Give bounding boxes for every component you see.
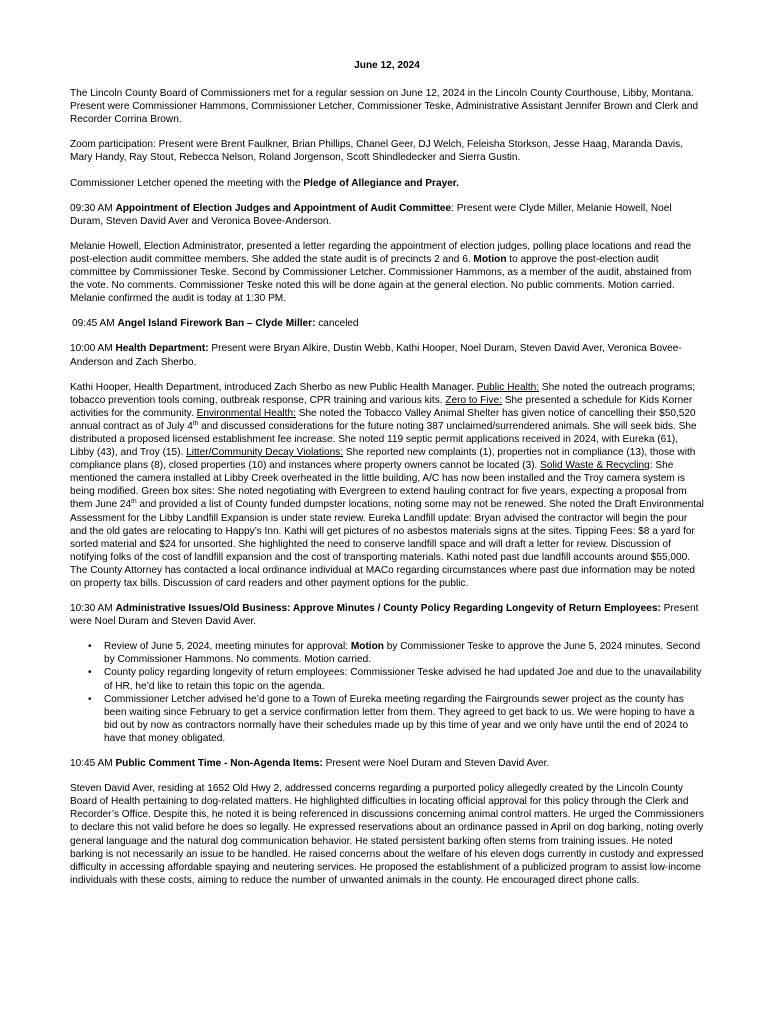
firework-title: Angel Island Firework Ban – Clyde Miller: <box>117 318 316 330</box>
superscript-th: th <box>192 419 199 427</box>
list-item: • Commissioner Letcher advised he’d gone to a Town of Eureka meeting regarding the Fairgrounds sewer project as the county has been waiting since February to get a service confirmation letter from them. They agreed to get back to us. We were hoping to have a bid out by now as contractors normally have their schedules made up by this time of year and we only have until the end of 2024 to have that money obligated. <box>104 693 704 745</box>
admin-list <box>70 640 704 745</box>
health-text-8: and provided a list of County funded dumpster locations, noting some may not be renewed. She noted the Draft Environmental Assessment for the Libby Landfill Expansion is under state review. Eureka Landfill update: Bryan advised the contractor will begin the pour and the old gates are relocating to Happy’s Inn. Kathi will get pictures of no asbestos materials signs at the sites. Tipping Fees: $8 a yard for sorted material and $24 for unsorted. She highlighted the need to conserve landfill space and will draft a letter for review. Discussion of notifying folks of the cost of landfill expansion and the cost of transporting materials. Kathi noted past due landfill accounts around $55,000. The County Attorney has contacted a local ordinance individual at MACo regarding circumstances where past due information may be noted on property tax bills. Discussion of card readers and other payment options for the public. <box>70 499 704 589</box>
firework-status: canceled <box>315 318 359 330</box>
admin-heading <box>70 602 704 628</box>
election-title: Appointment of Election Judges and Appointment of Audit Committee <box>115 202 452 214</box>
election-motion: Motion <box>473 253 507 265</box>
firework-heading <box>72 317 704 330</box>
health-text-6: She reported new complaints (1), properties not in compliance (13), those with compliance plans (8), closed properties (10) and instances where property owners cannot be located (3). <box>70 447 696 472</box>
admin-title: Administrative Issues/Old Business: Approve Minutes / County Policy Regarding Longevity of Return Employees: <box>115 603 661 615</box>
public-comment-body: Steven David Aver, residing at 1652 Old Hwy 2, addressed concerns regarding a purported policy allegedly created by the Lincoln County Board of Health pertaining to dog-related matters. He highlighted difficulties in locating official approval for this policy through the Clerk and Recorder’s Office. Despite this, he noted it is being referenced in discussions concerning animal control matters. He urged the Commissioners to declare this not valid before he does so legally. He expressed reservations about an ordinance passed in April on dog barking, noting overly general language and the natural dog communication behavior. He stated persistent barking often stems from training issues. He noted barking is not necessarily an issue to be handled. He raised concerns about the welfare of his eleven dogs currently in custody and expressed difficulty in accessing affordable spaying and neutering services. He proposed the establishment of a publicized program to assist low-income individuals with these costs, aiming to reduce the number of unwanted animals in the county. He encouraged direct phone calls. <box>70 783 704 886</box>
bullet1-motion: Motion <box>350 641 384 653</box>
bullet1-text-b: by Commissioner Teske to approve the June 5, 2024 minutes. Second by Commissioner Hammons. No comments. Motion carried. <box>104 641 701 666</box>
environmental-health-label: Environmental Health: <box>196 407 296 419</box>
election-time: 09:30 AM <box>70 202 116 214</box>
bullet1-text-a: Review of June 5, 2024, meeting minutes for approval: <box>104 641 351 653</box>
public-health-label: Public Health: <box>476 381 540 393</box>
health-title: Health Department: <box>115 343 209 355</box>
pledge-bold: Pledge of Allegiance and Prayer. <box>303 177 459 189</box>
health-text-1: Kathi Hooper, Health Department, introduced Zach Sherbo as new Public Health Manager. <box>70 381 477 393</box>
litter-label: Litter/Community Decay Violations: <box>186 447 344 459</box>
health-present: Present were Bryan Alkire, Dustin Webb, Kathi Hooper, Noel Duram, Steven David Aver, Veronica Bovee-Anderson and Zach Sherbo. <box>70 343 682 368</box>
health-text-3: She presented a schedule for Kids Korner activities for the community. <box>70 394 693 419</box>
public-comment-time: 10:45 AM <box>70 758 116 770</box>
solid-waste-label: Solid Waste & Recycling <box>540 460 650 472</box>
health-heading <box>70 342 704 368</box>
election-present: : Present were Clyde Miller, Melanie Howell, Noel Duram, Steven David Aver and Veronica Bovee-Anderson. <box>70 202 672 227</box>
superscript-th-2: th <box>131 498 137 506</box>
health-text-5: and discussed considerations for the future noting 387 unclaimed/surrendered animals. She will seek bids. She distributed a proposed licensed establishment fee increase. She noted 119 septic permit applications received in 2024, with Eureka (61), Libby (43), and Troy (15). <box>70 420 697 459</box>
firework-time: 09:45 AM <box>72 318 118 330</box>
admin-time: 10:30 AM <box>70 603 116 615</box>
health-text-7: : She mentioned the camera installed at Libby Creek overheated in the little building, A/C has now been installed and the Troy camera system is being modified. Green box sites: She noted negotiating with Evergreen to extend hauling contract for five years, expecting a proposal from them June 24 <box>70 460 687 511</box>
zero-to-five-label: Zero to Five: <box>445 394 503 406</box>
public-comment-heading <box>70 757 704 770</box>
meeting-date: June 12, 2024 <box>354 60 420 71</box>
pledge-paragraph <box>70 177 704 190</box>
public-comment-title: Public Comment Time - Non-Agenda Items: <box>115 758 323 770</box>
health-text-4: She noted the Tobacco Valley Animal Shelter has given notice of cancelling their $50,520 annual contract as of July 4 <box>70 407 696 432</box>
election-heading <box>70 202 704 228</box>
zoom-participation: Zoom participation: Present were Brent Faulkner, Brian Phillips, Chanel Geer, DJ Welch, Feleisha Storkson, Jesse Haag, Maranda Davis, Mary Handy, Ray Stout, Rebecca Nelson, Roland Jorgenson, Scott Shindledecker and Sierra Gustin. <box>70 139 684 164</box>
election-body-2: to approve the post-election audit committee by Commissioner Teske. Second by Commissioner Letcher. Commissioner Hammons, as a member of the audit, abstained from the vote. No comments. Commissioner Teske noted this will be done again at the general election. No public comments. Motion carried. Melanie confirmed the audit is today at 1:30 PM. <box>70 253 692 305</box>
public-comment-present: Present were Noel Duram and Steven David Aver. <box>322 758 550 770</box>
election-body <box>70 240 704 305</box>
pledge-text: Commissioner Letcher opened the meeting with the <box>70 177 304 189</box>
list-item: • County policy regarding longevity of return employees: Commissioner Teske advised he had updated Joe and due to the unavailability of HR, he’d like to retain this topic on the agenda. <box>104 666 704 692</box>
intro-paragraph: The Lincoln County Board of Commissioners met for a regular session on June 12, 2024 in the Lincoln County Courthouse, Libby, Montana. Present were Commissioner Hammons, Commissioner Letcher, Commissioner Teske, Administrative Assistant Jennifer Brown and Clerk and Recorder Corrina Brown. <box>70 88 699 126</box>
admin-present: Present were Noel Duram and Steven David Aver. <box>70 603 699 628</box>
health-time: 10:00 AM <box>70 343 116 355</box>
health-body <box>70 381 704 591</box>
election-body-1: Melanie Howell, Election Administrator, presented a letter regarding the appointment of election judges, polling place locations and read the post-election audit committee members. She added the state audit is of precincts 2 and 6. <box>70 240 692 265</box>
list-item <box>104 640 704 666</box>
health-text-2: She noted the outreach programs; tobacco prevention tools coming, outbreak response, CPR training and various kits. <box>70 381 696 406</box>
